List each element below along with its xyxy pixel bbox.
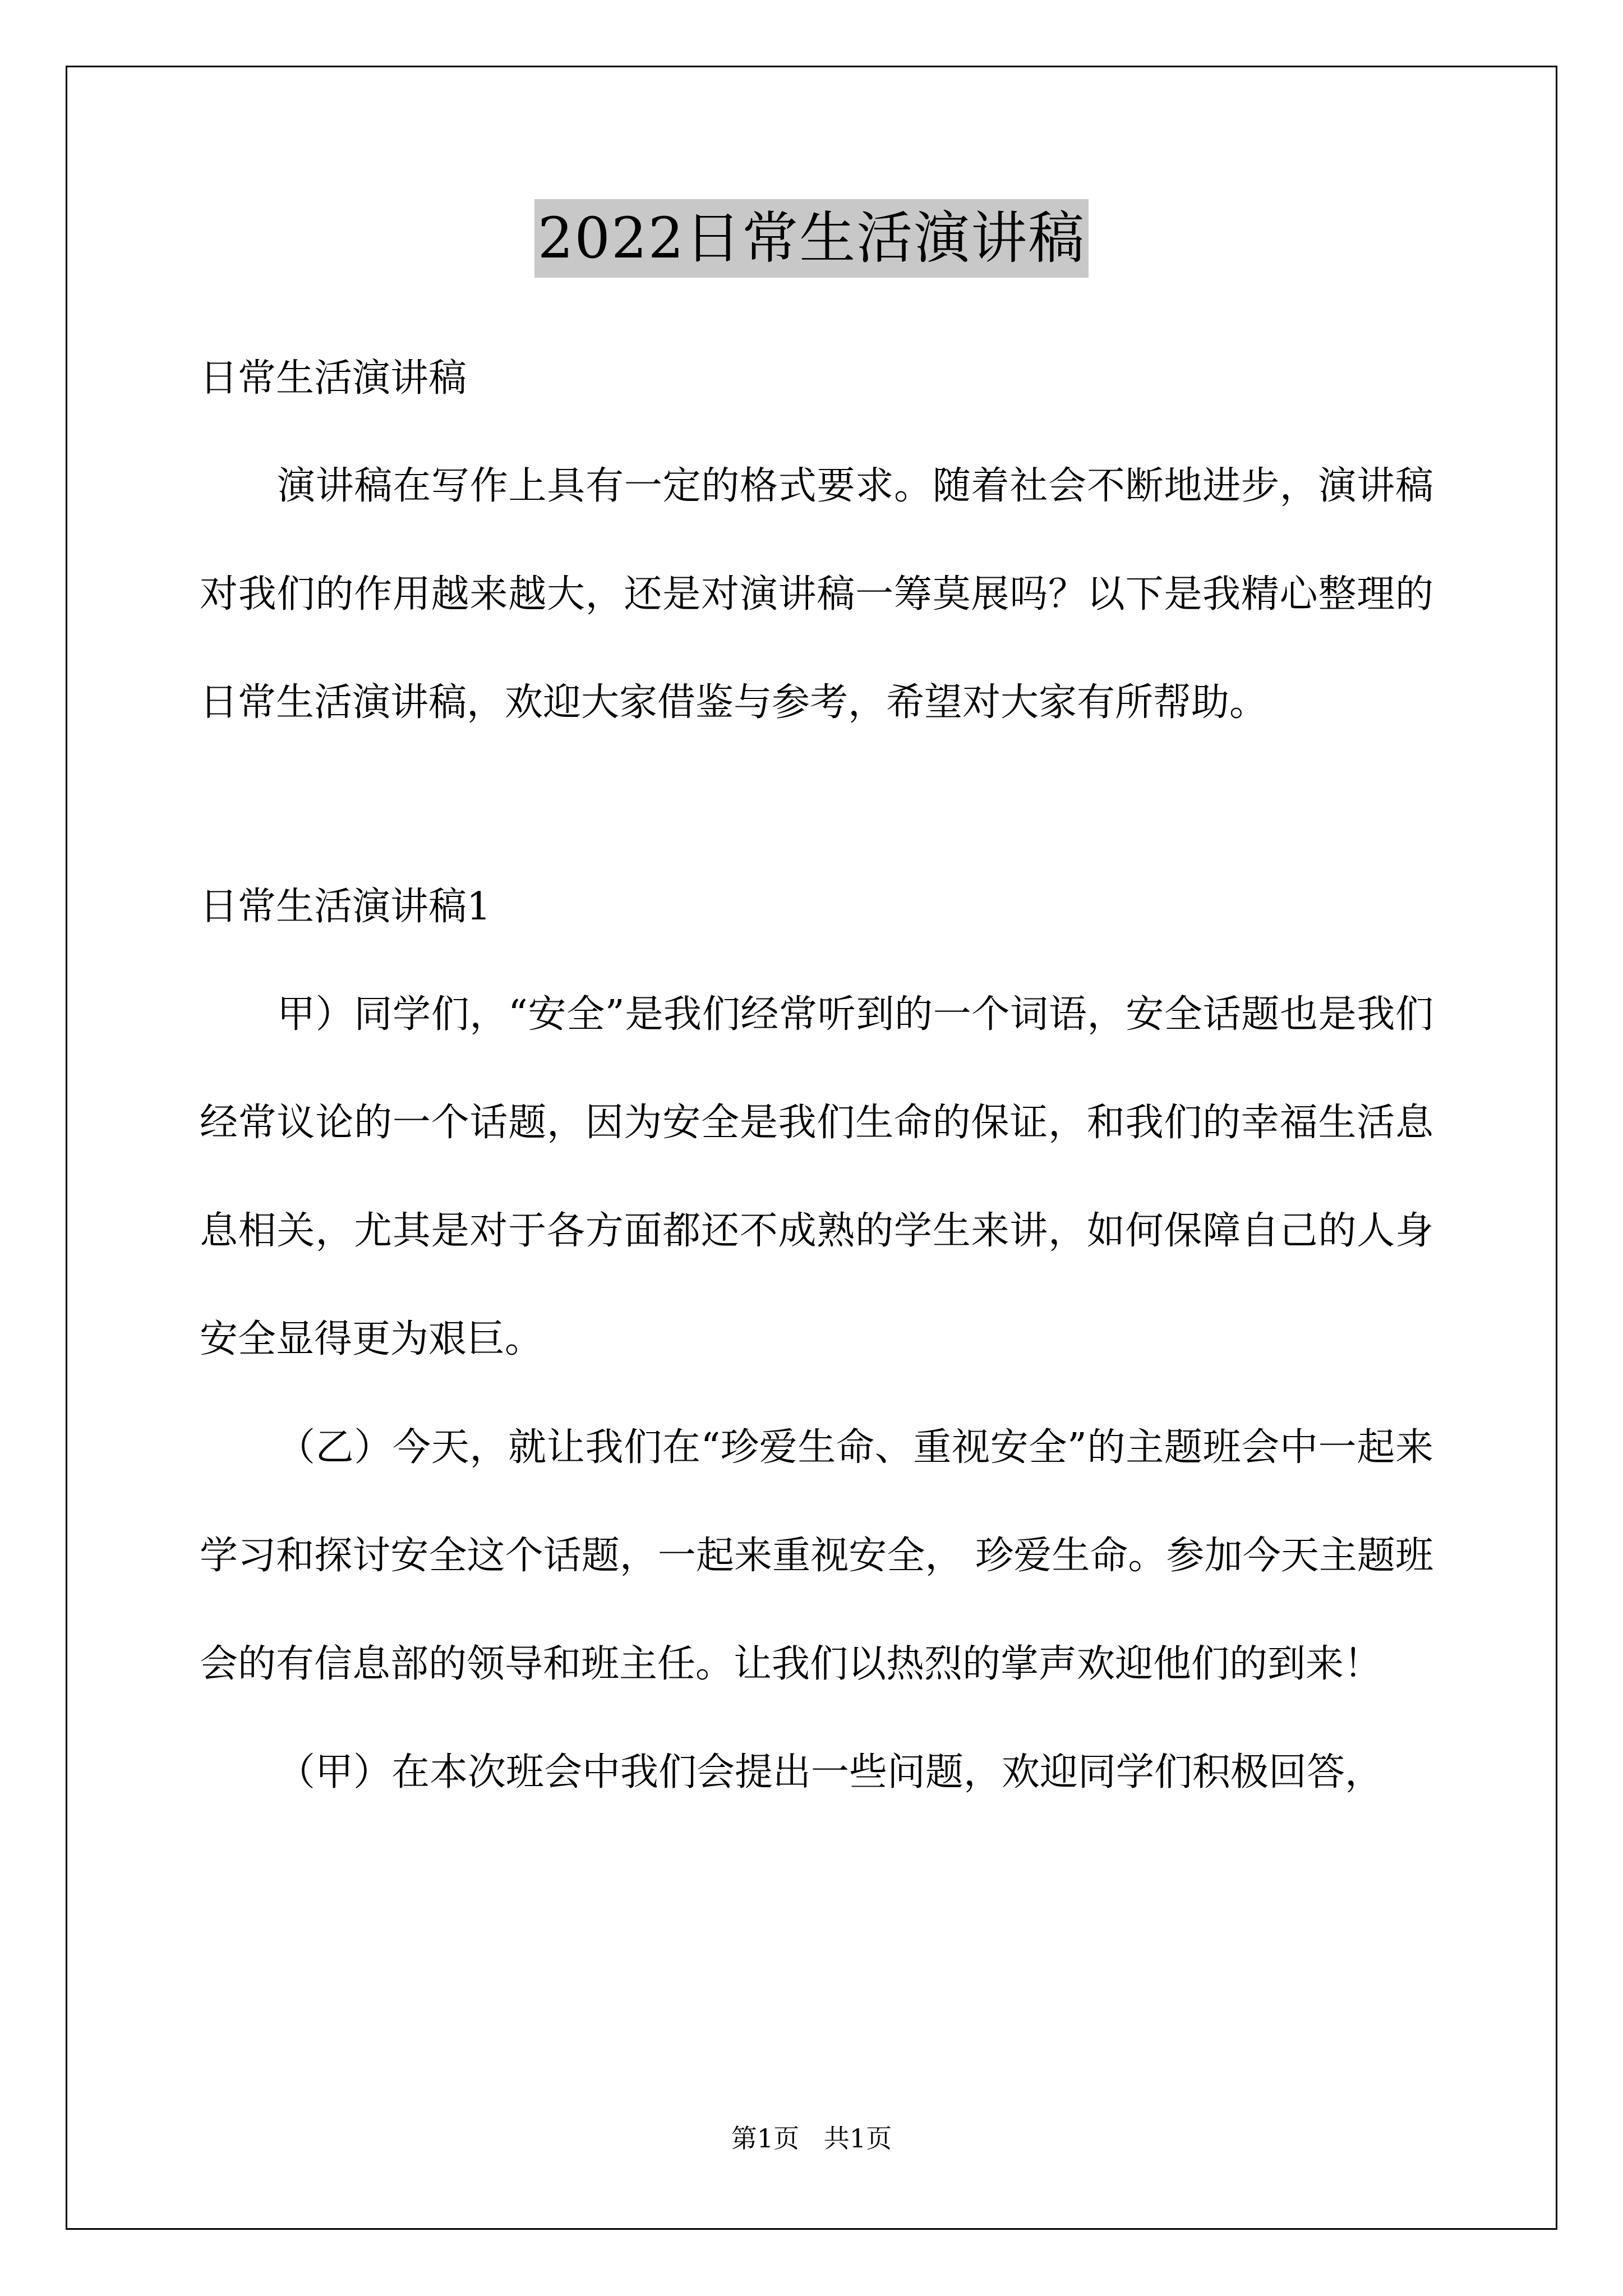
document-body (200, 351, 1433, 1826)
page-footer: 第1页 共1页 (731, 2123, 892, 2154)
section-spacer (200, 757, 1433, 879)
intro-paragraph: 演讲稿在写作上具有一定的格式要求。随着社会不断地进步，演讲稿对我们的作用越来越大，还是对演讲稿一筹莫展吗？以下是我精心整理的日常生活演讲稿，欢迎大家借鉴与参考，希望对大家有所帮助。 (200, 464, 1433, 725)
section-1-paragraph-2: （乙）今天，就让我们在“珍爱生命、重视安全”的主题班会中一起来学习和探讨安全这个话题，一起来重视安全， 珍爱生命。参加今天主题班会的有信息部的领导和班主任。让我们以热烈的掌声欢迎他们的到来！ (200, 1425, 1433, 1686)
section-1-paragraph-3: （甲）在本次班会中我们会提出一些问题，欢迎同学们积极回答， (277, 1750, 1384, 1795)
document-title: 2022日常生活演讲稿 (534, 199, 1089, 278)
section-1-paragraph-1: 甲）同学们，“安全”是我们经常听到的一个词语，安全话题也是我们经常议论的一个话题，因为安全是我们生命的保证，和我们的幸福生活息息相关，尤其是对于各方面都还不成熟的学生来讲，如何保障自己的人身安全显得更为艰巨。 (200, 992, 1433, 1361)
intro-heading: 日常生活演讲稿 (200, 356, 467, 401)
title-container (0, 199, 1623, 278)
section-1-heading: 日常生活演讲稿1 (200, 885, 491, 929)
